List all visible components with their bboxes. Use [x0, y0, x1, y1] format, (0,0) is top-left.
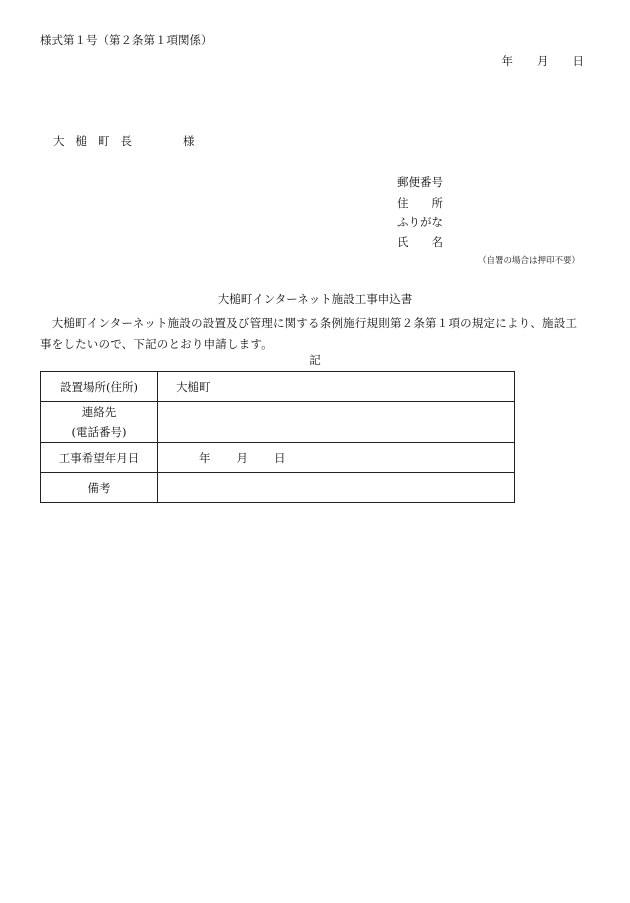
table-row	[41, 473, 515, 503]
desired-month: 月	[236, 450, 248, 465]
contact-label	[41, 402, 158, 443]
ki-marker: 記	[309, 353, 321, 367]
table-row	[41, 443, 515, 473]
desired-date-field[interactable]	[158, 443, 515, 473]
date-month: 月	[537, 54, 549, 68]
applicant-address-label: 住所	[397, 196, 443, 210]
signature-note: （自署の場合は押印不要）	[477, 256, 580, 266]
desired-day: 日	[274, 450, 286, 465]
addressee-name: 大槌町長	[53, 134, 143, 148]
submission-date	[502, 56, 585, 68]
desired-year: 年	[199, 450, 211, 465]
contact-phone-field[interactable]	[158, 402, 515, 443]
form-number: 様式第１号（第２条第１項関係）	[40, 33, 213, 47]
location-field[interactable]: 大槌町	[158, 372, 515, 402]
addressee-honorific: 様	[183, 134, 195, 148]
date-day: 日	[572, 54, 584, 68]
document-title: 大槌町インターネット施設工事申込書	[217, 292, 413, 306]
table-row	[41, 372, 515, 402]
remarks-label: 備考	[41, 473, 158, 503]
date-year: 年	[501, 54, 513, 68]
contact-label-line-2: (電話番号)	[71, 425, 127, 439]
applicant-postal-label: 郵便番号	[397, 175, 443, 189]
applicant-furigana-label: ふりがな	[397, 215, 443, 229]
applicant-name-label: 氏名	[397, 235, 443, 249]
location-label: 設置場所(住所)	[41, 372, 158, 402]
application-statement: 大槌町インターネット施設の設置及び管理に関する条例施行規則第２条第１項の規定により、施設工事をしたいので、下記のとおり申請します。	[40, 316, 578, 351]
table-row	[41, 402, 515, 443]
desired-date-label: 工事希望年月日	[41, 443, 158, 473]
remarks-field[interactable]	[158, 473, 515, 503]
contact-label-line-1: 連絡先	[81, 405, 117, 419]
application-table	[40, 371, 515, 503]
